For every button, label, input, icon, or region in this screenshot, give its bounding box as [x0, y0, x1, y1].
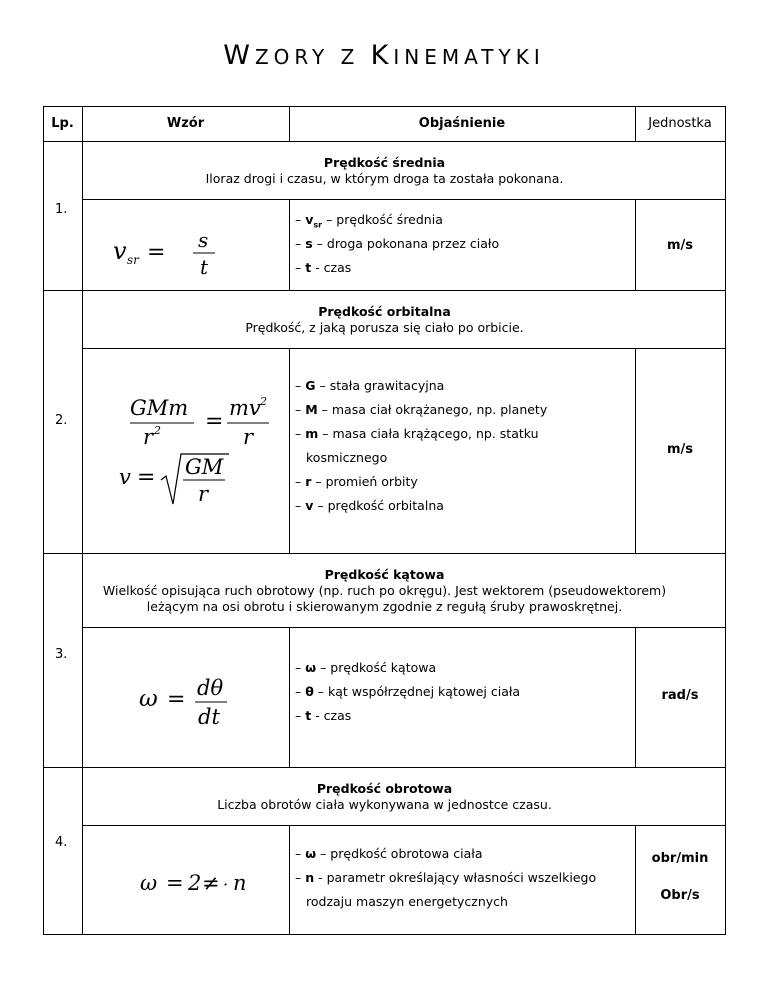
unit-value: obr/min [651, 851, 709, 866]
header-explanation: Objaśnienie [418, 116, 506, 131]
header-formula: Wzór [166, 116, 205, 131]
svg-text:dθ: dθ [197, 676, 224, 700]
list-item: – $v_{sr}$ – prędkość średnia [295, 212, 443, 230]
row-number: 4. [55, 835, 68, 850]
section-header: Prędkość orbitalna Prędkość, z jaką porusza się ciało po orbicie. [245, 304, 524, 335]
unit-value-alt: Obr/s [660, 888, 700, 903]
svg-text:GMm: GMm [130, 396, 189, 420]
svg-text:=: = [167, 687, 186, 712]
svg-text:v: v [113, 237, 127, 265]
list-item: rodzaju maszyn energetycznych [306, 894, 508, 909]
svg-text:=: = [137, 465, 156, 490]
svg-text:dt: dt [198, 705, 220, 729]
list-item: – t - czas [295, 708, 352, 723]
header-lp: Lp. [51, 116, 74, 131]
section-header: Prędkość obrotowa Liczba obrotów ciała wykonywana w jednostce czasu. [217, 781, 552, 812]
row-number: 2. [55, 413, 68, 428]
section-header: Prędkość średnia Iloraz drogi i czasu, w którym droga ta została pokonana. [205, 155, 564, 186]
svg-text:2: 2 [188, 871, 202, 895]
svg-text:·: · [223, 875, 229, 894]
formula-table [43, 106, 726, 934]
svg-text:≠: ≠ [202, 871, 220, 895]
svg-text:=: = [166, 871, 184, 895]
formula-average-speed [103, 216, 263, 276]
list-item: – ω – prędkość obrotowa ciała [295, 846, 483, 861]
unit-value: rad/s [661, 688, 699, 703]
svg-text:v: v [119, 465, 131, 489]
explanation-list [295, 842, 596, 914]
svg-text:r: r [243, 425, 254, 449]
explanation-list [295, 656, 520, 728]
section-header: Prędkość kątowa Wielkość opisująca ruch obrotowy (np. ruch po okręgu). Jest wektorem (pseudowektorem) leżącym na osi obrotu i skierowanym zgodnie z regułą śruby prawoskrętnej. [102, 567, 667, 614]
svg-text:2: 2 [154, 424, 161, 437]
page-title: WZORY Z KINEMATYKI [223, 40, 545, 71]
list-item: – G – stała grawitacyjna [295, 378, 445, 393]
svg-text:=: = [205, 409, 224, 434]
list-item: – v – prędkość orbitalna [295, 498, 444, 513]
list-item: – r – promień orbity [295, 474, 418, 489]
explanation-list [295, 208, 499, 280]
svg-text:s: s [198, 228, 209, 252]
list-item: – m – masa ciała krążącego, np. statku [295, 426, 539, 441]
svg-text:t: t [200, 255, 209, 276]
svg-text:r: r [143, 425, 154, 449]
svg-text:n: n [233, 871, 247, 895]
list-item: kosmicznego [306, 450, 388, 465]
list-item: – ω – prędkość kątowa [295, 660, 437, 675]
list-item: – t - czas [295, 260, 352, 275]
list-item: – n - parametr określający własności wszelkiego [295, 870, 597, 885]
formula-rotational-speed [138, 864, 278, 904]
unit-value: m/s [666, 238, 694, 253]
list-item: – M – masa ciał okrążanego, np. planety [295, 402, 548, 417]
header-unit: Jednostka [648, 116, 712, 131]
svg-text:sr: sr [127, 253, 139, 267]
svg-text:r: r [198, 482, 209, 506]
svg-text:ω: ω [140, 871, 158, 895]
svg-text:mv: mv [229, 396, 261, 420]
row-number: 1. [55, 202, 68, 217]
row-number: 3. [55, 647, 68, 662]
svg-text:2: 2 [260, 395, 267, 408]
svg-text:GM: GM [185, 455, 224, 479]
list-item: – s – droga pokonana przez ciało [295, 236, 500, 251]
svg-text:=: = [147, 240, 166, 265]
list-item: – θ – kąt współrzędnej kątowej ciała [295, 684, 521, 699]
svg-text:ω: ω [139, 686, 158, 712]
formula-angular-speed [133, 670, 273, 730]
explanation-list [295, 374, 547, 518]
unit-value: m/s [666, 442, 694, 457]
formula-orbital-speed [113, 392, 283, 512]
